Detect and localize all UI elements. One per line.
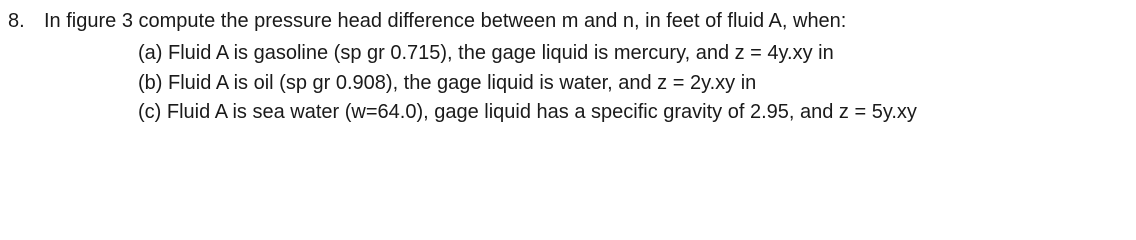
item-label: (c) [138,101,162,123]
problem-number: 8. [8,10,25,32]
problem-item-c [138,99,917,125]
problem-stem: In figure 3 compute the pressure head difference between m and n, in feet of fluid A, when: [44,10,847,32]
item-text: Fluid A is gasoline (sp gr 0.715), the gage liquid is mercury, and z = 4y.xy in [168,42,834,64]
item-text: Fluid A is sea water (w=64.0), gage liquid has a specific gravity of 2.95, and z = 5y.xy [166,101,917,123]
problem-item-a [138,40,834,66]
cropped-next-line [138,128,1128,136]
problem-item-b [138,70,756,96]
item-label: (a) [138,42,163,64]
item-text: Fluid A is oil (sp gr 0.908), the gage liquid is water, and z = 2y.xy in [168,72,757,94]
item-label: (b) [138,72,163,94]
